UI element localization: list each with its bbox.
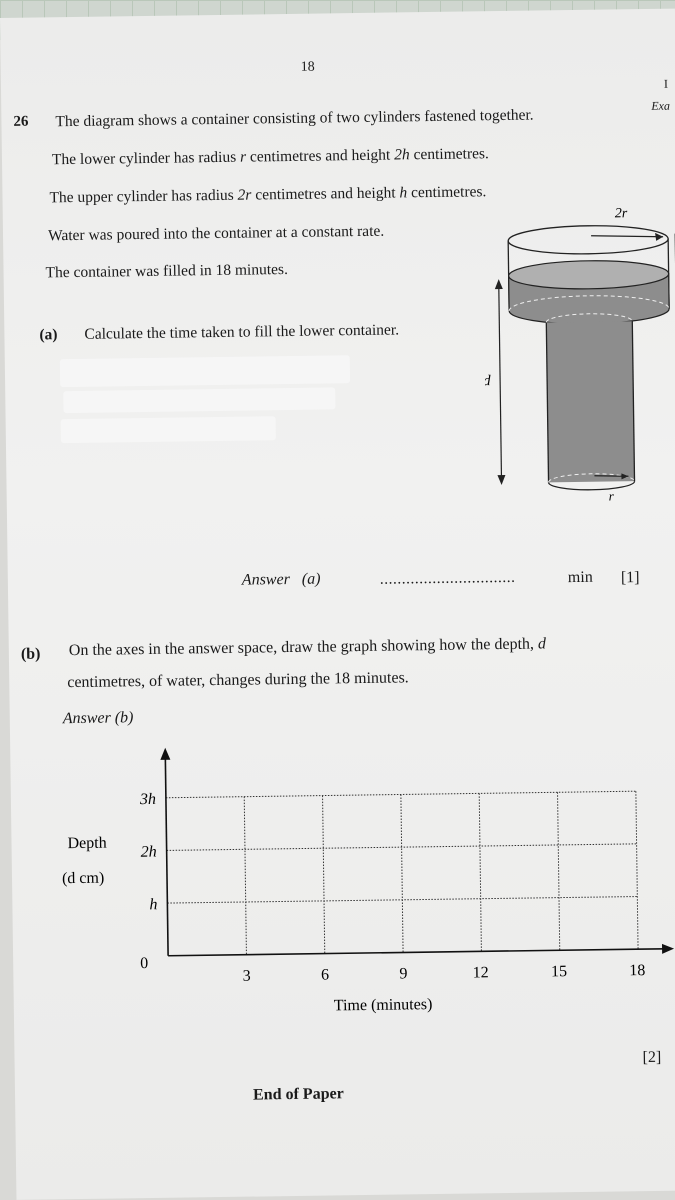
upper-radius-arrowhead — [655, 233, 663, 241]
lower-radius-label: r — [608, 488, 614, 504]
x-axis-line — [168, 949, 666, 956]
part-a-label: (a) — [39, 326, 58, 344]
exam-page — [0, 9, 675, 1200]
grid-vline-3 — [244, 797, 246, 955]
upper-radius-label: 2r — [614, 206, 628, 222]
erased-working-1 — [60, 355, 350, 387]
y-tick-h: h — [149, 896, 158, 914]
y-tick-2h: 2h — [140, 843, 157, 861]
grid-vline-9 — [401, 794, 403, 952]
chart-grid — [166, 791, 638, 956]
part-a-marks: [1] — [620, 569, 640, 587]
margin-examiner-label: Exa — [651, 98, 671, 113]
upper-radius-arrow — [591, 235, 663, 238]
intro-line-5: The container was filled in 18 minutes. — [45, 261, 289, 282]
x-tick-12: 12 — [472, 964, 489, 982]
part-b-label: (b) — [20, 645, 41, 663]
x-tick-3: 3 — [242, 967, 251, 985]
upper-cylinder-top-rim — [508, 225, 668, 255]
part-b-marks: [2] — [642, 1048, 662, 1067]
intro-line-2: The lower cylinder has radius r centimetres and height 2h centimetres. — [51, 145, 489, 169]
x-tick-15: 15 — [550, 963, 568, 981]
part-b-line-2: centimetres, of water, changes during the 18 minutes. — [67, 669, 409, 692]
grid-vline-12 — [479, 793, 481, 951]
y-axis-arrowhead — [160, 748, 170, 760]
intro-line-1: The diagram shows a container consisting of two cylinders fastened together. — [55, 106, 534, 131]
y-axis-line — [165, 756, 168, 956]
x-tick-9: 9 — [399, 965, 408, 983]
erased-working-2 — [63, 387, 335, 413]
erased-working-3 — [61, 416, 276, 443]
answer-b-label: Answer (b) — [62, 709, 134, 728]
depth-label: d — [483, 373, 491, 390]
grid-vline-15 — [558, 792, 560, 950]
lower-water-body — [546, 321, 634, 482]
lower-cylinder-base — [549, 481, 635, 490]
x-tick-6: 6 — [320, 966, 330, 984]
chart-axes — [160, 741, 674, 961]
depth-arrow-top — [495, 279, 503, 289]
grid-vline-6 — [323, 796, 325, 954]
x-axis-arrowhead — [662, 944, 674, 954]
question-number: 26 — [13, 113, 29, 130]
depth-time-chart[interactable] — [50, 734, 675, 1033]
y-tick-3h: 3h — [139, 790, 157, 809]
answer-a-unit: min — [567, 568, 593, 587]
y-axis-label-depth: Depth — [67, 834, 107, 853]
intro-line-4: Water was poured into the container at a constant rate. — [47, 222, 385, 245]
answer-a-dotted-line[interactable]: ............................... — [379, 568, 516, 588]
part-b-line-1: On the axes in the answer space, draw the graph showing how the depth, d — [68, 635, 547, 660]
y-axis-label-unit: (d cm) — [61, 869, 105, 888]
x-tick-18: 18 — [629, 962, 646, 980]
container-diagram — [483, 199, 675, 512]
answer-a-label: Answer (a) — [241, 570, 321, 589]
depth-arrow-bottom — [497, 475, 505, 485]
page-number: 18 — [300, 59, 315, 75]
part-a-text: Calculate the time taken to fill the lower container. — [84, 321, 400, 343]
depth-arrow-line — [499, 283, 502, 481]
x-axis-label: Time (minutes) — [333, 996, 433, 1015]
y-tick-0: 0 — [140, 955, 149, 973]
grid-vline-18 — [636, 791, 638, 949]
grid-hline-3h — [166, 791, 636, 798]
end-of-paper: End of Paper — [252, 1085, 344, 1104]
intro-line-3: The upper cylinder has radius 2r centimetres and height h centimetres. — [49, 183, 487, 207]
margin-mark: I — [663, 76, 669, 91]
